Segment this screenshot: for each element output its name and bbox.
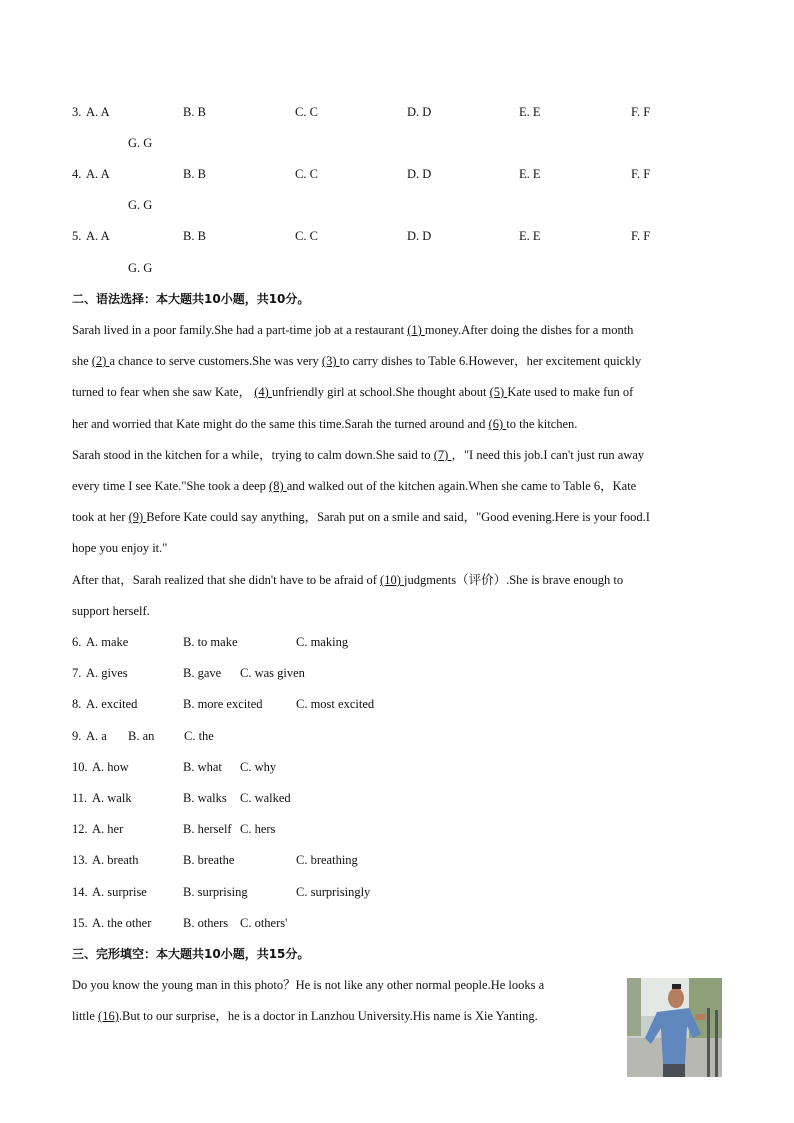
passage-text: unfriendly girl at school.She thought about: [271, 385, 490, 399]
option-a: A. gives: [86, 666, 128, 680]
answer-option: G. G: [128, 136, 153, 150]
passage-text: and walked out of the kitchen again.When she came to Table 6，Kate: [286, 479, 637, 493]
option-c: C. breathing: [296, 853, 358, 867]
option-c: C. most excited: [296, 697, 375, 711]
passage-line: [72, 447, 644, 463]
blank-marker: (6): [488, 417, 507, 431]
passage-text: hope you enjoy it.": [72, 541, 168, 555]
passage-line: [72, 509, 650, 525]
passage-text: every time I see Kate."She took a deep: [72, 479, 270, 493]
passage-line: [72, 977, 544, 993]
question-number: 12.: [72, 822, 88, 836]
passage-text: money.After doing the dishes for a month: [424, 323, 634, 337]
passage-text: .But to our surprise，he is a doctor in Lanzhou University.His name is Xie Yanting.: [118, 1009, 538, 1023]
passage-text: she: [72, 354, 92, 368]
option-c: C. hers: [240, 822, 276, 836]
option-b: B. what: [183, 760, 222, 774]
answer-option: G. G: [128, 261, 153, 275]
answer-option: A. A: [86, 105, 110, 119]
question-number: 6.: [72, 635, 82, 649]
passage-text: Before Kate could say anything，Sarah put on a smile and said，"Good evening.Here is your food.I: [146, 510, 650, 524]
option-b: B. more excited: [183, 697, 263, 711]
option-a: A. the other: [92, 916, 152, 930]
question-number: 14.: [72, 885, 88, 899]
passage-line: [72, 353, 641, 369]
option-c: C. the: [184, 729, 214, 743]
passage-line: [72, 384, 633, 400]
option-b: B. to make: [183, 635, 238, 649]
passage-text: Sarah lived in a poor family.She had a part-time job at a restaurant: [72, 323, 408, 337]
option-c: C. making: [296, 635, 349, 649]
option-b: B. herself: [183, 822, 232, 836]
passage-text: support herself.: [72, 604, 150, 618]
passage-text: ，"I need this job.I can't just run away: [451, 448, 645, 462]
question-number: 7.: [72, 666, 82, 680]
passage-line: [72, 603, 150, 619]
passage-line: [72, 540, 167, 556]
passage-text: took at her: [72, 510, 129, 524]
question-number: 10.: [72, 760, 88, 774]
blank-marker: (1): [407, 323, 425, 337]
option-c: C. why: [240, 760, 277, 774]
passage-text: her and worried that Kate might do the same this time.Sarah the turned around and: [72, 417, 489, 431]
passage-text: Kate used to make fun of: [507, 385, 634, 399]
passage-text: judgments（评价）.She is brave enough to: [404, 573, 624, 587]
answer-option: F. F: [631, 105, 651, 119]
answer-option: D. D: [407, 229, 432, 243]
question-number: 3.: [72, 105, 82, 119]
passage-text: to the kitchen.: [506, 417, 578, 431]
answer-option: B. B: [183, 167, 206, 181]
option-b: B. an: [128, 729, 155, 743]
passage-text: turned to fear when she saw Kate，: [72, 385, 255, 399]
question-number: 13.: [72, 853, 88, 867]
option-b: B. breathe: [183, 853, 235, 867]
option-c: C. surprisingly: [296, 885, 371, 899]
answer-option: B. B: [183, 105, 206, 119]
passage-text: Sarah stood in the kitchen for a while，trying to calm down.She said to: [72, 448, 434, 462]
answer-option: G. G: [128, 198, 153, 212]
blank-marker: (3): [321, 354, 340, 368]
option-a: A. how: [92, 760, 129, 774]
question-number: 11.: [72, 791, 88, 805]
blank-marker: (10): [380, 573, 404, 587]
passage-line: [72, 572, 623, 588]
passage-line: [72, 416, 577, 432]
question-number: 8.: [72, 697, 82, 711]
answer-option: B. B: [183, 229, 206, 243]
blank-marker: (5): [489, 385, 508, 399]
option-a: A. a: [86, 729, 107, 743]
option-a: A. excited: [86, 697, 138, 711]
passage-text: a chance to serve customers.She was very: [109, 354, 322, 368]
answer-option: E. E: [519, 167, 541, 181]
answer-option: E. E: [519, 229, 541, 243]
option-a: A. surprise: [92, 885, 147, 899]
answer-option: D. D: [407, 105, 432, 119]
option-b: B. surprising: [183, 885, 248, 899]
answer-option: E. E: [519, 105, 541, 119]
passage-text: little: [72, 1009, 99, 1023]
blank-marker: (4): [254, 385, 272, 399]
option-c: C. walked: [240, 791, 291, 805]
option-a: A. make: [86, 635, 129, 649]
option-a: A. breath: [92, 853, 139, 867]
answer-option: A. A: [86, 167, 110, 181]
answer-option: C. C: [295, 229, 318, 243]
passage-text: to carry dishes to Table 6.However，her excitement quickly: [339, 354, 642, 368]
option-b: B. others: [183, 916, 229, 930]
blank-marker: (8): [269, 479, 287, 493]
option-b: B. gave: [183, 666, 222, 680]
question-number: 15.: [72, 916, 88, 930]
answer-option: D. D: [407, 167, 432, 181]
blank-marker: (7): [433, 448, 452, 462]
answer-option: F. F: [631, 167, 651, 181]
passage-line: [72, 1008, 538, 1024]
passage-text: After that，Sarah realized that she didn't have to be afraid of: [72, 573, 381, 587]
passage-text: Do you know the young man in this photo？He is not like any other normal people.He looks a: [72, 978, 545, 992]
passage-line: [72, 322, 633, 338]
passage-line: [72, 478, 636, 494]
question-number: 5.: [72, 229, 82, 243]
answer-option: C. C: [295, 105, 318, 119]
man-photo: [627, 978, 722, 1077]
option-a: A. walk: [92, 791, 132, 805]
section-heading: 三、完形填空：本大题共10小题，共15分。: [72, 947, 310, 961]
blank-marker: (16): [98, 1009, 119, 1023]
option-b: B. walks: [183, 791, 227, 805]
blank-marker: (2): [91, 354, 110, 368]
blank-marker: (9): [128, 510, 147, 524]
answer-option: C. C: [295, 167, 318, 181]
option-a: A. her: [92, 822, 124, 836]
question-number: 4.: [72, 167, 82, 181]
option-c: C. others': [240, 916, 288, 930]
option-c: C. was given: [240, 666, 305, 680]
section-heading: 二、语法选择：本大题共10小题，共10分。: [72, 292, 310, 306]
answer-option: A. A: [86, 229, 110, 243]
answer-option: F. F: [631, 229, 651, 243]
question-number: 9.: [72, 729, 82, 743]
